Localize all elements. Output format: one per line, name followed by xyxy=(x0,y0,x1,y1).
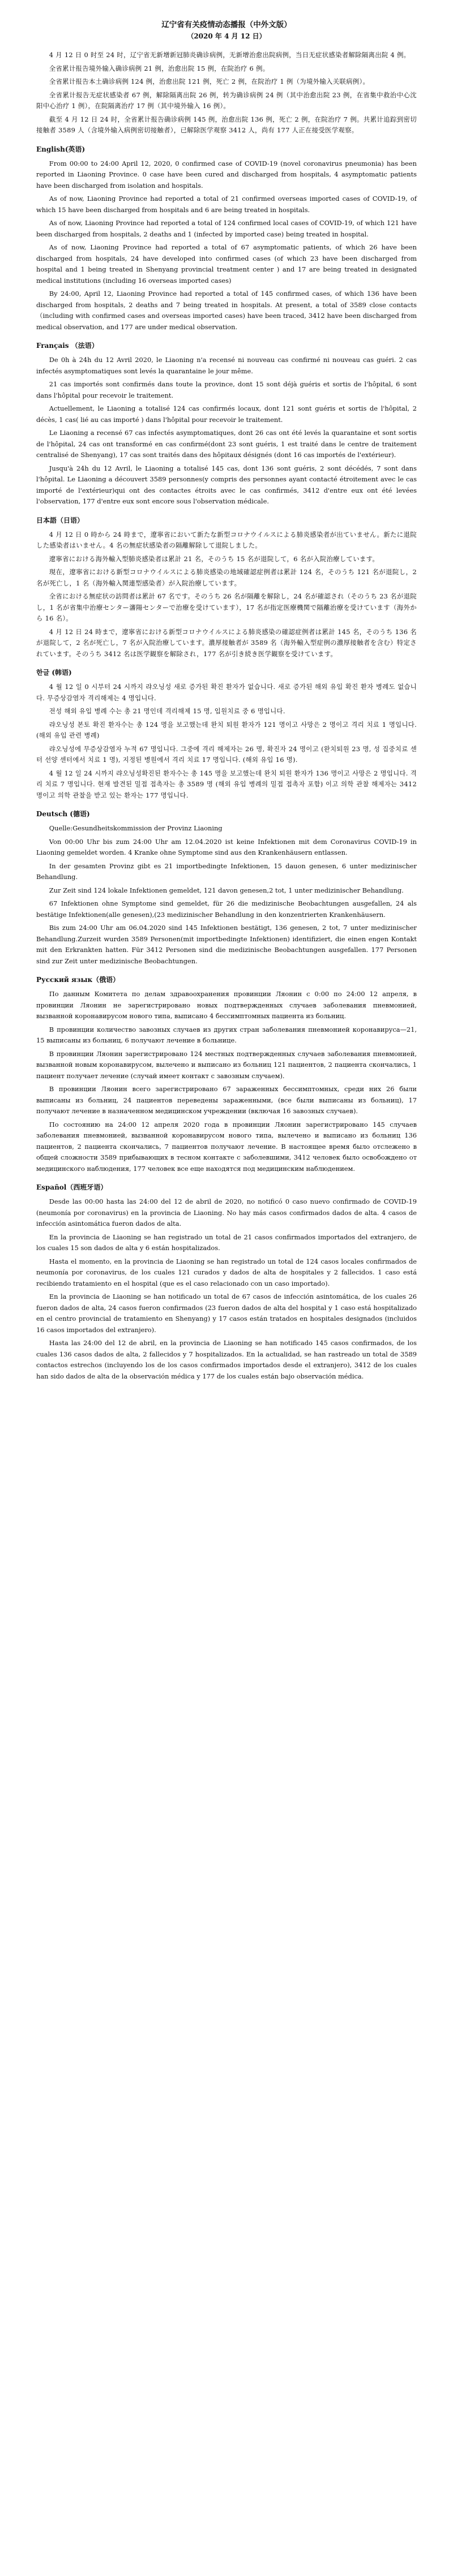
paragraph: As of now, Liaoning Province had reported a total of 124 confirmed local cases of COVID-19, of which 121 have been discharged from hospitals, 2 deaths and 1 (infected by imported case) being treated in hospital. xyxy=(36,219,417,238)
paragraph: 21 cas importés sont confirmés dans toute la province, dont 15 sont déjà guéris et sortis de l'hôpital, 6 sont dans l'hôpital pour recevoir le traitement. xyxy=(36,380,417,399)
section-heading: Русский язык（俄语） xyxy=(36,976,120,984)
paragraph: 4 月 12 日 0 时至 24 时，辽宁省无新增新冠肺炎确诊病例，无新增治愈出院病例，当日无症状感染者解除隔离出院 4 例。 xyxy=(49,51,411,59)
paragraph: 4 月 12 日 24 時まで，遼寧省における新型コロナウイルスによる肺炎感染の確認症例者は累計 145 名，そのうち 136 名が退院して，2 名が死亡し，7 名が入院治療しています。濃厚接触者が 3589 名（海外輸入型症例の濃厚接触者を含む）特定されています。そのうち 3412 名は医学観察を解除され，177 名が引き続き医学観察を受けています。 xyxy=(36,627,417,658)
paragraph: Jusqu'à 24h du 12 Avril, le Liaoning a totalisé 145 cas, dont 136 sont guéris, 2 sont décédés, 7 sont dans l'hôpital. Le Liaoning a découvert 3589 personnes(y compris des personnes ayant contacté étroitement avec le cas importé de l'extérieur)qui ont des contactes étroits avec le cas confirmés, 3412 d'entre eux ont été levées l'observation, 177 d'entre eux sont encore sous l'observation médicale. xyxy=(36,464,417,505)
paragraph: 4 월 12 일 0 시부터 24 시까지 랴오닝성 새로 증가된 확진 환자가 없습니다. 새로 증가된 해외 유입 확진 환자 병례도 없습니다. 무증상감염자 격리해제는 4 명입니다. xyxy=(36,683,417,702)
paragraph: Hasta el momento, en la provincia de Liaoning se han registrado un total de 124 casos locales confirmados de neumonía por coronavirus, de los cuales 121 curados y dados de alta de hospitales y 2 fallecidos. 1 caso está recibiendo tratamiento en el hospital (que es el caso relacionado con un caso importado). xyxy=(36,1257,417,1287)
page-date: （2020 年 4 月 12 日） xyxy=(187,32,266,40)
paragraph: Zur Zeit sind 124 lokale Infektionen gemeldet, 121 davon genesen,2 tot, 1 unter medizinischer Behandlung. xyxy=(49,886,404,894)
paragraph: 全省累计报告本土确诊病例 124 例，治愈出院 121 例，死亡 2 例，在院治疗 1 例（为境外输入关联病例）。 xyxy=(49,77,370,85)
paragraph: En la provincia de Liaoning se han notificado un total de 67 casos de infección asintomática, de los cuales 26 fueron dados de alta, 24 casos fueron confirmados (23 fueron dados de alta del hospital y 1 caso está hospitalizado en el centro provincial de tratamiento en Shenyang) y 17 casos están tratados en hospitales designados (incluidos 16 casos importados del extranjero). xyxy=(36,1293,417,1334)
section-english xyxy=(36,144,417,333)
paragraph: 4 월 12 일 24 시까지 랴오닝성확진된 환자수는 총 145 명을 보고했는데 완치 퇴원 환자가 136 명이고 사망은 2 명입니다. 격리 치료 7 명입니다. 현재 발견된 밀접 접촉자는 총 3589 명 (해외 유입 병례의 밀접 접촉자 포함) 이고 의학 관찰 해제자는 3412 명이고 의학 관찰을 받고 있는 환자는 177 명입니다. xyxy=(36,769,417,799)
section-german xyxy=(36,809,417,967)
paragraph: Von 00:00 Uhr bis zum 24:00 Uhr am 12.04.2020 ist keine Infektionen mit dem Coronavirus COVID-19 in Liaoning gemeldet worden. 4 Kranke ohne Symptome sind aus den Krankenhäusern entlassen. xyxy=(36,837,417,856)
section-korean xyxy=(36,667,417,801)
paragraph: As of now, Liaoning Province had reported a total of 21 confirmed overseas imported cases of COVID-19, of which 15 have been discharged from hospitals and 6 are being treated in hospitals. xyxy=(36,195,417,214)
section-heading: Español（西班牙语） xyxy=(36,1183,108,1191)
paragraph: В провинции количество завозных случаев из других стран заболевания пневмонией коронавируса—21, 15 выписаны из больниц, 6 получают лечение в больнице. xyxy=(36,1025,417,1044)
paragraph: 全省における無症状の訪問者は累計 67 名です。そのうち 26 名が隔離を解除し，24 名が確認され（そのうち 23 名が退院し，1 名が省集中治療センター瀋陽センターで治療を受けています），17 名が指定医療機関で隔離治療を受けています（海外から 16 名）。 xyxy=(36,592,417,622)
paragraph: En la provincia de Liaoning se han registrado un total de 21 casos confirmados importados del extranjero, de los cuales 15 son dados de alta y 6 están hospitalizados. xyxy=(36,1233,417,1252)
section-chinese xyxy=(36,50,417,136)
paragraph: 遼寧省における海外輸入型肺炎感染者は累計 21 名，そのうち 15 名が退院して，6 名が入院治療しています。 xyxy=(49,554,379,563)
section-french xyxy=(36,341,417,507)
paragraph: 截至 4 月 12 日 24 时，全省累计报告确诊病例 145 例，治愈出院 136 例，死亡 2 例，在院治疗 7 例。共累计追踪到密切接触者 3589 人（含境外输入病例密切接触者），已解除医学观察 3412 人，尚有 177 人正在接受医学观察。 xyxy=(36,115,417,134)
paragraph: 現在，遼寧省における新型コロナウイルスによる肺炎感染の地域確認症例者は累計 124 名，そのうち 121 名が退院し，2 名が死亡し，1 名（海外輸入関連型感染者）が入院治療しています。 xyxy=(36,568,417,587)
page-title: 辽宁省有关疫情动态播报（中外文版） xyxy=(161,20,292,29)
section-heading: Français （法语） xyxy=(36,342,99,350)
paragraph: 4 月 12 日 0 時から 24 時まで，遼寧省において新たな新型コロナウイルスによる肺炎感染者が出ていません。新たに退院した感染者はいません。4 名の無症状感染者の隔離解除して退院しました。 xyxy=(36,530,417,549)
paragraph: From 00:00 to 24:00 April 12, 2020, 0 confirmed case of COVID-19 (novel coronavirus pneumonia) has been reported in Liaoning Province. 0 case have been cured and discharged from hospitals, 4 asymptomatic patients have been discharged from isolation and hospitals. xyxy=(36,159,417,189)
paragraph: Desde las 00:00 hasta las 24:00 del 12 de abril de 2020, no notificó 0 caso nuevo confirmado de COVID-19 (neumonía por coronavirus) en la provincia de Liaoning. No hay más casos confirmados dados de alta. 4 casos de infección asintomática fueron dados de alta. xyxy=(36,1197,417,1227)
paragraph: Hasta las 24:00 del 12 de abril, en la provincia de Liaoning se han notificado 145 casos confirmados, de los cuales 136 casos dados de alta, 2 fallecidos y 7 hospitalizados. En la actualidad, se han rastreado un total de 3589 contactos estrechos (incluyendo los de los casos confirmados importados desde el extranjero), 3412 de los cuales han sido dados de alta de la observación médica y 177 de los cuales están bajo observación médica. xyxy=(36,1339,417,1380)
paragraph: 全省累计报告境外输入确诊病例 21 例，治愈出院 15 例，在院治疗 6 例。 xyxy=(49,64,270,72)
section-heading: English(英语) xyxy=(36,145,86,153)
paragraph: Le Liaoning a recensé 67 cas infectés asymptomatiques, dont 26 cas ont été levés la quarantaine et sont sortis de l'hôpital, 24 cas ont transformé en cas confirmé(dont 23 sont guéris, 1 est traité dans le centre de traitement centralisé de Shenyang), 17 cas sont traités dans des hôpitaux désignés (dont 16 cas importés de l'extérieur). xyxy=(36,429,417,459)
paragraph: По данным Комитета по делам здравоохранения провинции Ляонин с 0:00 по 24:00 12 апреля, в провинции Ляонин не зарегистрировано новых подтвержденных случаев заболевания пневмонией, вызванной коронавирусом нового типа, выписано 4 бессимптомных пациента из больниц. xyxy=(36,990,417,1020)
paragraph: В провинции Ляонин зарегистрировано 124 местных подтвержденных случаев заболевания пневмонией, вызванной новым коронавирусом, вылечено и выписано из больниц 121 пациентов, 2 пациента скончались, 1 пациент получает лечение (случай имеет контакт с завозным случаем). xyxy=(36,1049,417,1080)
paragraph: 랴오닝성에 무증상감염자 누적 67 명입니다. 그중에 격리 해제자는 26 명, 확진자 24 명이고 (완치퇴원 23 명, 성 집중치료 센터 선양 센터에서 치료 1 명), 지정된 병원에서 격리 치료 17 명입니다. (해외 유입 16 명). xyxy=(36,744,417,764)
paragraph: 全省累计报告无症状感染者 67 例，解除隔离出院 26 例，转为确诊病例 24 例（其中治愈出院 23 例，在省集中救治中心沈阳中心治疗 1 例），在院隔离治疗 17 例（其中境外输入 16 例）。 xyxy=(36,91,417,110)
paragraph: In der gesamten Provinz gibt es 21 importbedingte Infektionen, 15 dauon genesen, 6 unter medizinischer Behandlung. xyxy=(36,861,417,881)
section-heading: 日本語（日语） xyxy=(36,516,84,524)
section-spanish xyxy=(36,1182,417,1382)
paragraph: Actuellement, le Liaoning a totalisé 124 cas confirmés locaux, dont 121 sont guéris et sortis de l'hôpital, 2 décès, 1 cas( lié au cas importé ) dans l'hôpital pour recevoir le traitement. xyxy=(36,404,417,424)
paragraph: 랴오닝성 본토 확진 환자수는 총 124 명을 보고했는데 완치 퇴원 환자가 121 명이고 사망은 2 명이고 격리 치료 1 명입니다. (해외 유입 관련 병례) xyxy=(36,720,417,739)
paragraph: 67 Infektionen ohne Symptome sind gemeldet, für 26 die medizinische Beobachtungen ausgefallen, 24 als bestätige Infektionen(alle genesen),(23 medizinischer Behandlung in den konzentrierten Krankenhäusern. xyxy=(36,899,417,919)
section-heading: Deutsch (德语) xyxy=(36,810,90,818)
paragraph: В провинции Ляонин всего зарегистрировано 67 зараженных бессимптомных, среди них 26 были выписаны из больниц, 24 пациентов переведены зараженными, (все были выписаны из больниц), 17 получают лечение в назначенном медицинском учреждении (включая 16 завозных случаев). xyxy=(36,1085,417,1115)
paragraph: Quelle:Gesundheitskommission der Provinz Liaoning xyxy=(49,824,223,832)
section-heading: 한글 (韩语) xyxy=(36,669,72,677)
paragraph: By 24:00, April 12, Liaoning Province had reported a total of 145 confirmed cases, of which 136 have been discharged from hospitals, 2 deaths and 7 being treated in hospitals. At present, a total of 3589 close contacts（including with confirmed cases and overseas imported cases) have been traced, 3412 have been discharged from medical observation, and 177 are under medical observation. xyxy=(36,290,417,331)
section-japanese xyxy=(36,515,417,660)
paragraph: Bis zum 24:00 Uhr am 06.04.2020 sind 145 Infektionen bestätigt, 136 genesen, 2 tot, 7 unter medizinischer Behandlung.Zurzeit wurden 3589 Personen(mit importbedingte Infektionen) identifiziert, die einen engen Kontakt mit den Erkrankten hatten. Für 3412 Personen sind die medizinische Beobachtungen ausgefallen. 177 Personen sind zur Zeit unter medizinische Beobachtungen. xyxy=(36,924,417,965)
section-russian xyxy=(36,975,417,1174)
paragraph: 전성 해외 유입 병례 수는 총 21 명인데 격리해제 15 명, 입원치료 중 6 명입니다. xyxy=(49,707,285,715)
paragraph: По состоянию на 24:00 12 апреля 2020 года в провинции Ляонин зарегистрировано 145 случаев заболевания пневмонией, вызванной коронавирусом нового типа, вылечено и выписано из больниц 136 пациентов, 2 пациента скончались, 7 пациентов получают лечение. В настоящее время было отслежено в общей сложности 3589 прибывающих в тесном контакте с заболевшими, 3412 человек было освобождено от медицинского наблюдения, 177 человек все еще находятся под медицинским наблюдением. xyxy=(36,1120,417,1173)
paragraph: De 0h à 24h du 12 Avril 2020, le Liaoning n'a recensé ni nouveau cas confirmé ni nouveau cas guéri. 2 cas infectés asymptomatiques sont levés la quarantaine le jour même. xyxy=(36,356,417,375)
paragraph: As of now, Liaoning Province had reported a total of 67 asymptomatic patients, of which 26 have been discharged from hospitals, 24 have developed into confirmed cases (of which 23 have been discharged from hospital and 1 being treated in Shenyang provincial treatment center ) and 17 are being treated in designated medical institutions (including 16 overseas imported cases) xyxy=(36,243,417,285)
